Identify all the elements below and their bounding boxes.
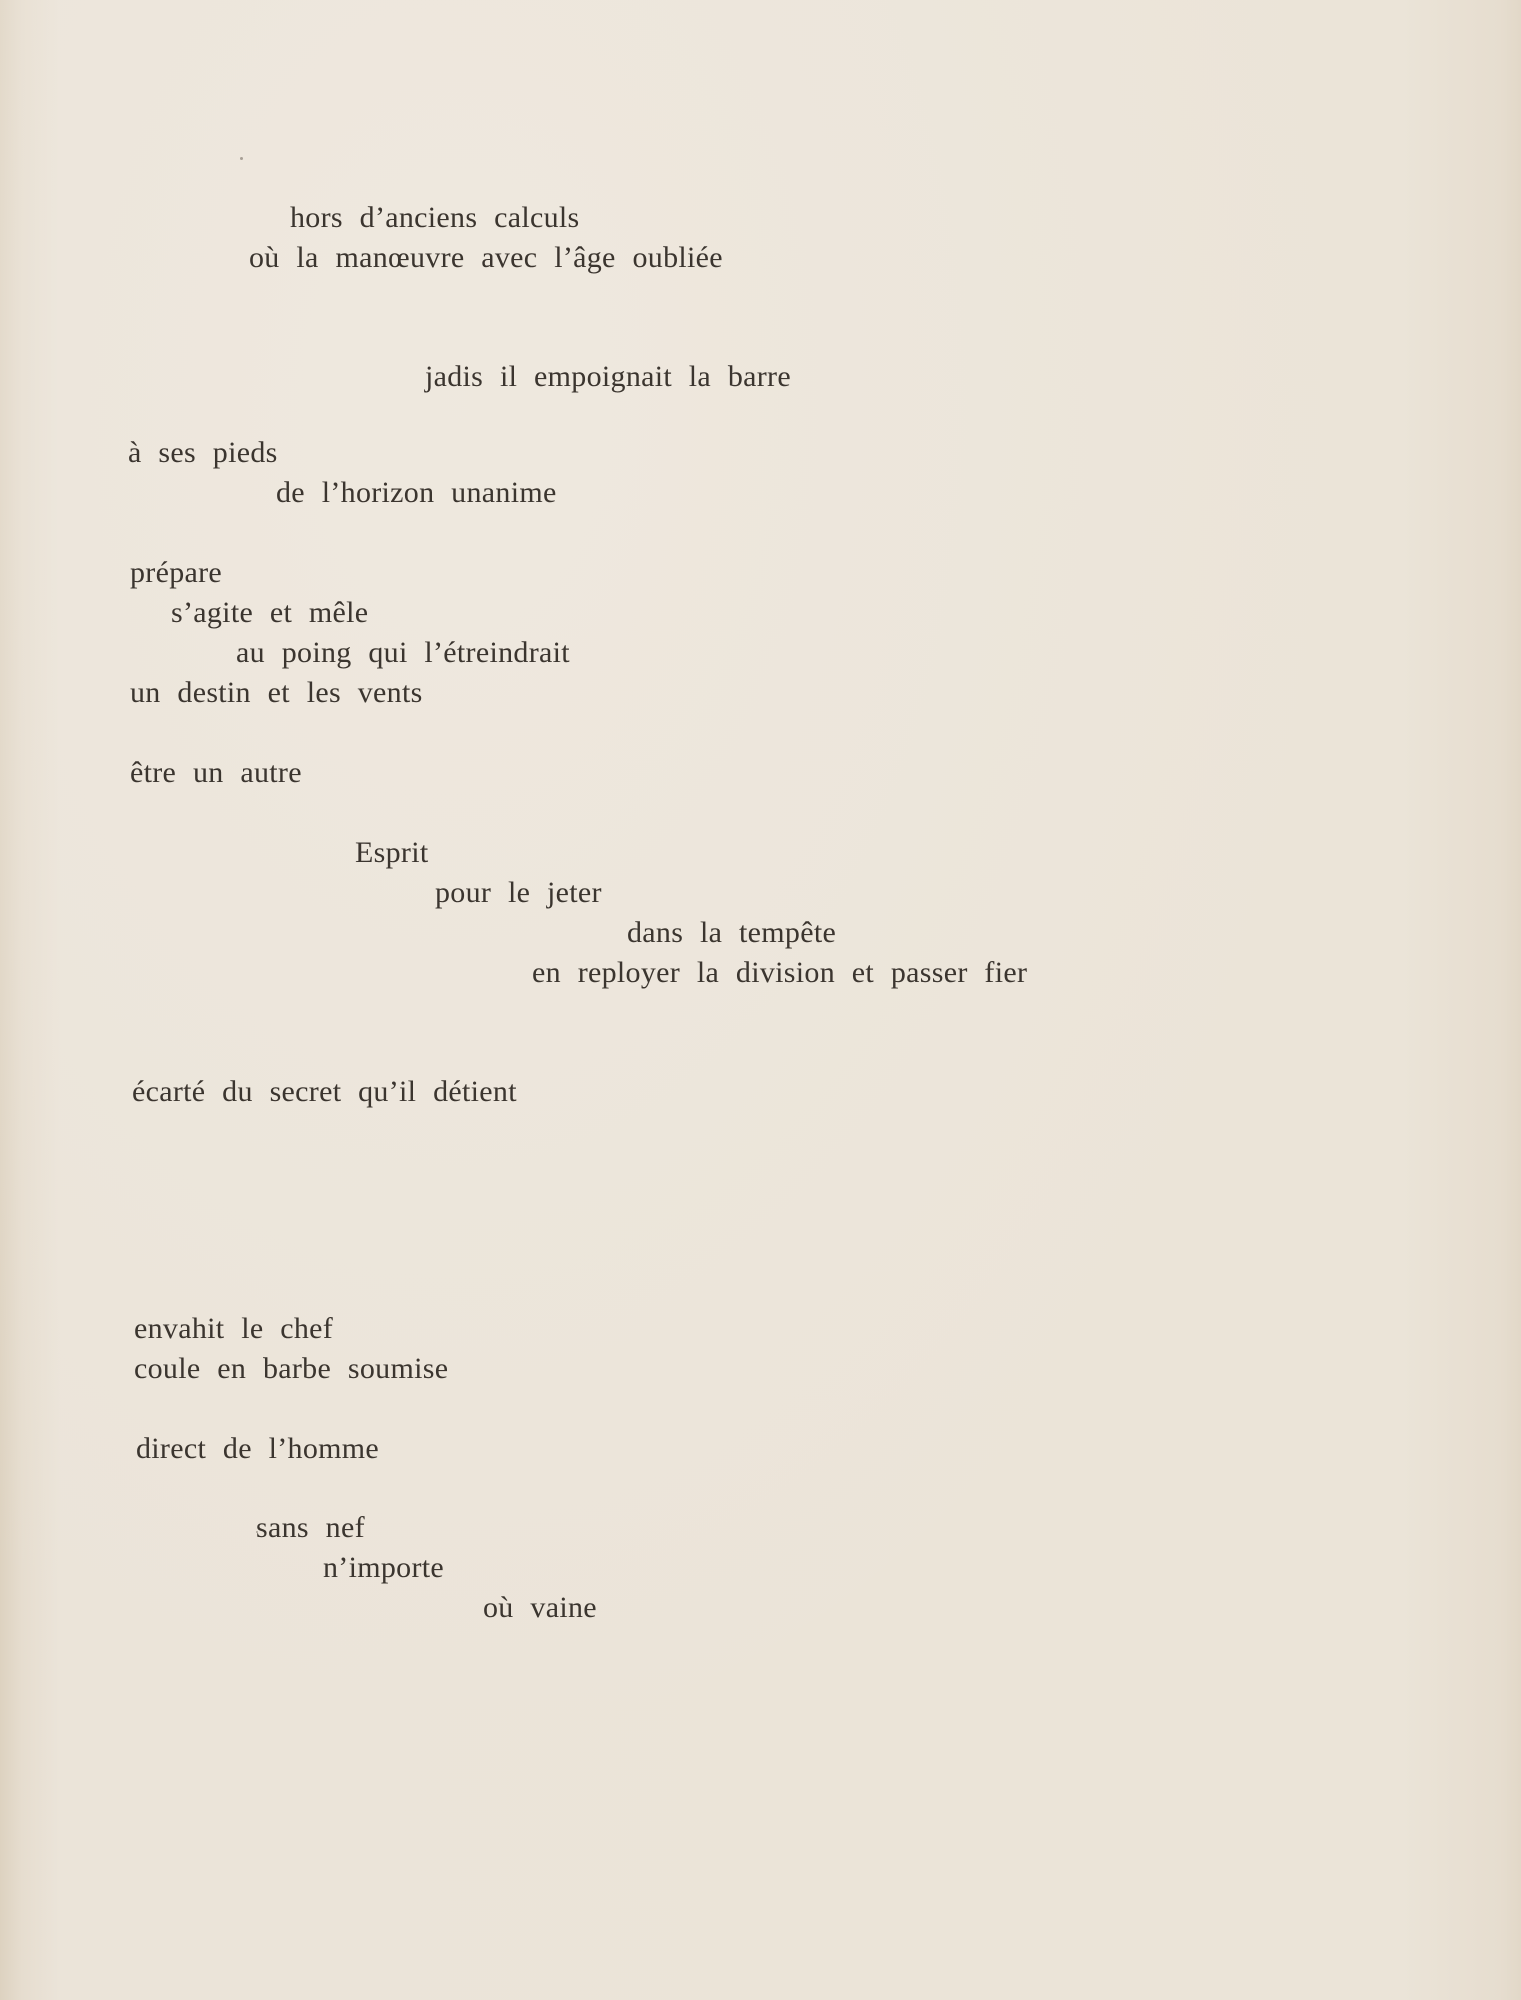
poem-line-4: à ses pieds [128,436,278,469]
poem-line-3: jadis il empoignait la barre [425,360,791,393]
poem-line-14: en reployer la division et passer fier [532,956,1028,989]
poem-line-9: un destin et les vents [130,676,423,709]
poem-line-5: de l’horizon unanime [276,476,557,509]
poem-line-20: n’importe [323,1551,445,1584]
poem-line-17: coule en barbe soumise [134,1352,449,1385]
paper-speck [240,157,243,160]
poem-line-8: au poing qui l’étreindrait [236,636,570,669]
poem-line-12: pour le jeter [435,876,602,909]
poem-line-18: direct de l’homme [136,1432,380,1465]
poem-line-19: sans nef [256,1511,365,1544]
poem-line-16: envahit le chef [134,1312,334,1345]
poem-line-10: être un autre [130,756,302,789]
poem-line-6: prépare [130,556,223,589]
poem-line-2: où la manœuvre avec l’âge oubliée [249,241,723,274]
poem-line-13: dans la tempête [627,916,837,949]
poem-line-1: hors d’anciens calculs [290,201,580,234]
poem-line-7: s’agite et mêle [171,596,369,629]
poem-line-15: écarté du secret qu’il détient [132,1075,517,1108]
poem-line-21: où vaine [483,1591,597,1624]
poem-line-11: Esprit [355,836,429,869]
